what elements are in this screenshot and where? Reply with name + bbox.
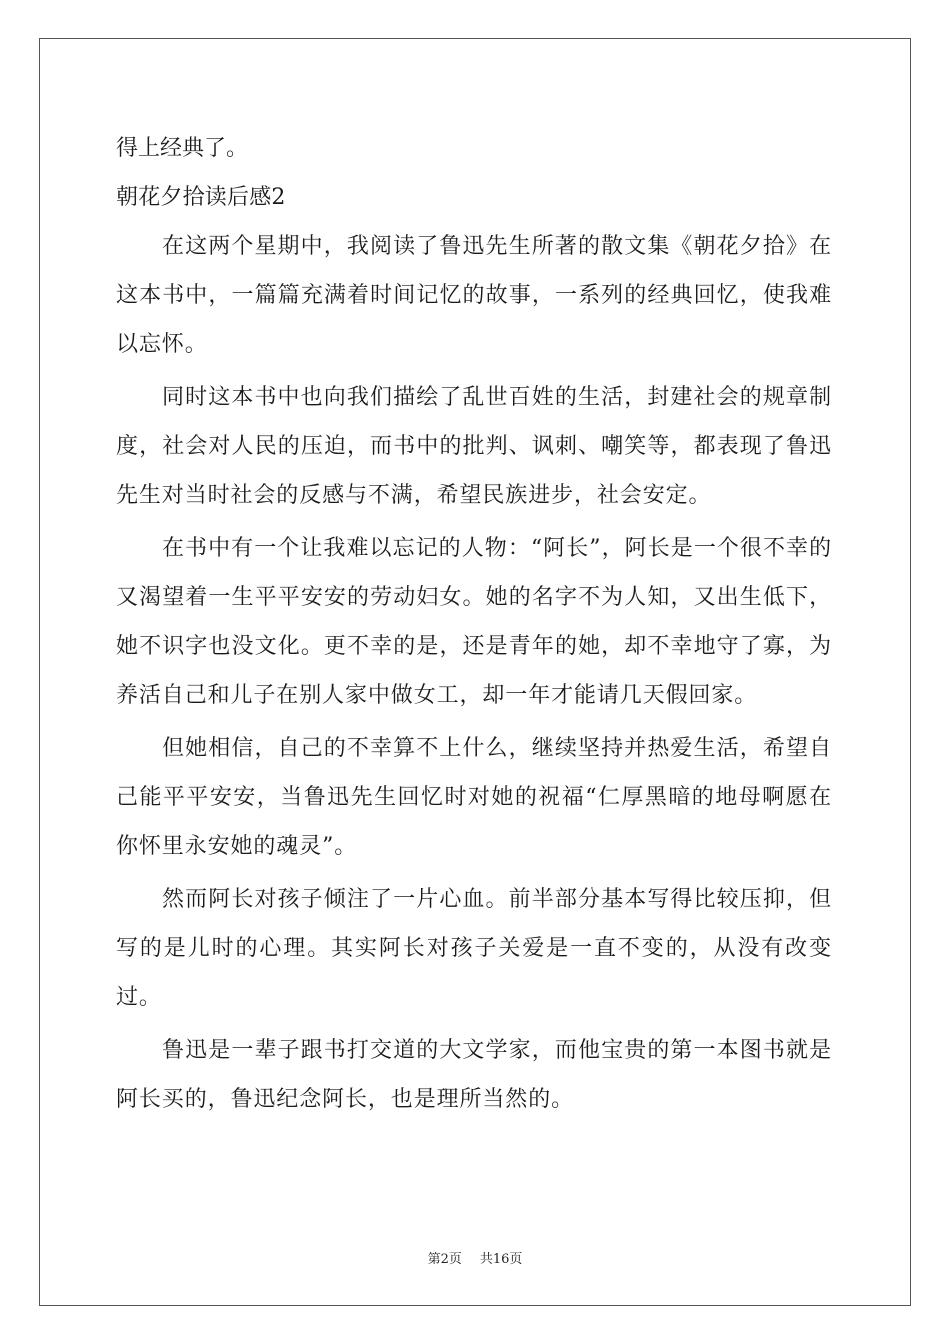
paragraph-5: 然而阿长对孩子倾注了一片心血。前半部分基本写得比较压抑，但写的是儿时的心理。其实阿长对孩子关爱是一直不变的，从没有改变过。 [116, 887, 832, 1010]
paragraph-1: 在这两个星期中，我阅读了鲁迅先生所著的散文集《朝花夕拾》在这本书中，一篇篇充满着时间记忆的故事，一系列的经典回忆，使我难以忘怀。 [116, 234, 832, 357]
paragraph-2: 同时这本书中也向我们描绘了乱世百姓的生活，封建社会的规章制度，社会对人民的压迫，而书中的批判、讽刺、嘲笑等，都表现了鲁迅先生对当时社会的反感与不满，希望民族进步，社会安定。 [116, 385, 832, 508]
paragraph-3: 在书中有一个让我难以忘记的人物：“阿长”，阿长是一个很不幸的又渴望着一生平平安安的劳动妇女。她的名字不为人知，又出生低下，她不识字也没文化。更不幸的是，还是青年的她，却不幸地守了寡，为养活自己和儿子在别人家中做女工，却一年才能请几天假回家。 [116, 536, 832, 708]
page-footer [0, 1248, 950, 1267]
page-total: 共16页 [479, 1252, 523, 1267]
paragraph-6: 鲁迅是一辈子跟书打交道的大文学家，而他宝贵的第一本图书就是阿长买的，鲁迅纪念阿长，也是理所当然的。 [116, 1038, 832, 1112]
document-body [116, 124, 832, 1124]
text-line-continuation: 得上经典了。 [116, 136, 249, 161]
section-title: 朝花夕拾读后感2 [116, 185, 286, 210]
page-number: 第2页 [427, 1252, 462, 1267]
paragraph-4: 但她相信，自己的不幸算不上什么，继续坚持并热爱生活，希望自己能平平安安，当鲁迅先生回忆时对她的祝福“仁厚黑暗的地母啊愿在你怀里永安她的魂灵”。 [116, 736, 832, 859]
